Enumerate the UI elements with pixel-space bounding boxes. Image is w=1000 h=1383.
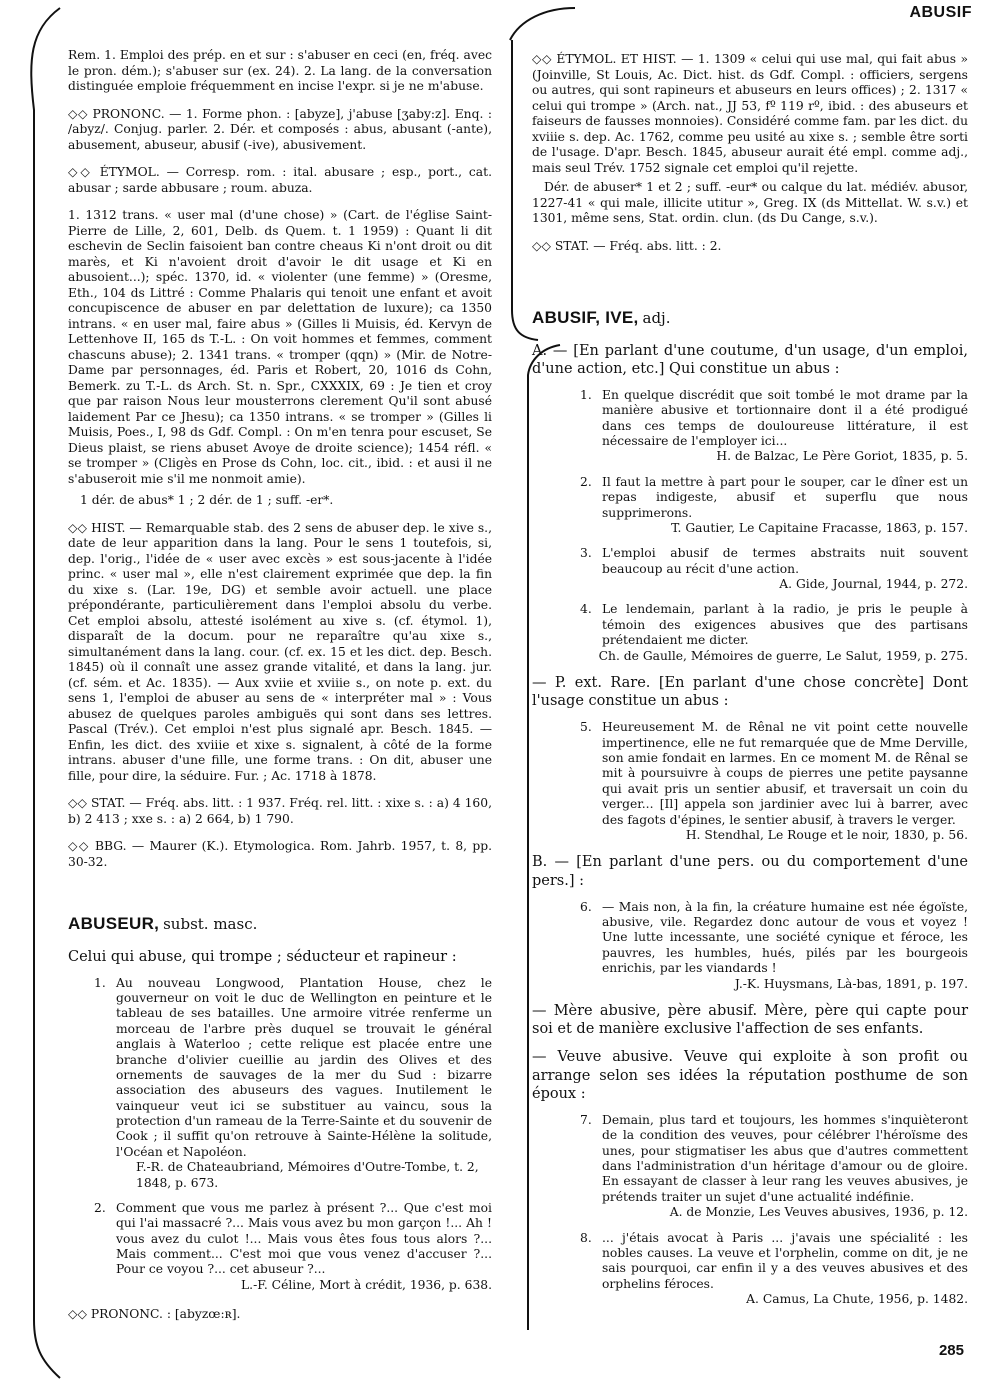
citation [582,475,968,537]
running-head: ABUSIF [909,4,972,21]
citation [96,1201,492,1293]
citation [582,1231,968,1308]
abusif-entry-header [532,310,968,328]
citation-text: Au nouveau Longwood, Plantation House, chez le gouverneur on voit le duc de Wellington en peinture et le tableau de ses batailles. Une armoire vitrée renferme un morceau de l'arbre près duquel se trouvait le général anglais à Waterloo ; cette relique est placée entre une branche d'olivier cueillie au jardin des Olives et des ornements de sauvages de la mer du Sud : bizarre association des abuseurs des vagues. Inutilement le vainqueur veut ici se substituer au vaincu, sous la protection d'un rameau de la Terre-Sainte et du souvenir de Cook ; il suffit qu'on retrouve à Sainte-Hélène la solitude, l'Océan et Napoléon. [116,975,492,1159]
citation [582,388,968,465]
sense-b-definition: B. — [En parlant d'une pers. ou du comportement d'une pers.] : [532,854,968,889]
citation-number: 8. [580,1230,592,1245]
citation-source: Ch. de Gaulle, Mémoires de guerre, Le Salut, 1959, p. 275. [598,648,968,663]
citation-text: Il faut la mettre à part pour le souper, car le dîner est un repas indigeste, abusif et superflu que nous supprimerons. [602,474,968,520]
citation-number: 1. [94,975,106,990]
hist-paragraph: ◇◇ HIST. — Remarquable stab. des 2 sens de abuser dep. le xive s., date de leur apparition dans la lang. Pour le sens 1 toutefois, si, dep. l'orig., l'idée de « user avec excès » est sous-jacente à l'idée princ. « user mal », elle n'est clairement exprimée que dep. la fin du xixe s. (Lar. 19e, DG) et semble avoir actuell. une place prépondérante, particulièrement dans l'emploi absolu du verbe. Cet emploi absolu, attesté isolément au xive s. (cf. étymol. 1), disparaît de la docum. pour ne reparaître qu'au xixe s., simultanément dans la lang. cour. (cf. ex. 15 et les dict. dep. Besch. 1845) où il connaît une assez grande vitalité, et dans la lang. jur. (cf. sém. et Ac. 1835). — Aux xviie et xviiie s., on note p. ext. du sens 1, l'emploi de abuser au sens de « interpréter mal » : Vous abusez de quelques paroles ambiguës qui sont dans ses lettres. Pascal (Trév.). Cet emploi n'est plus signalé apr. Besch. 1845. — Enfin, les dict. des xviiie et xixe s. signalent, à côté de la forme intrans. abuser d'une fille, une forme trans. : On dit, abuser une fille, pour dire, la séduire. Fur. ; Ac. 1718 à 1878. [68,520,492,783]
abuseur-definition: Celui qui abuse, qui trompe ; séducteur et rapineur : [68,948,457,965]
etymol-sense-1: 1. 1312 trans. « user mal (d'une chose) » (Cart. de l'église Saint-Pierre de Lille, 2, 601, Delb. ds Quem. t. 1 1959) : Quant li dit eschevin de Seclin faisoient ban contre cheaus Ki n'ont droit ou dit marès, et Ki n'avoient droit d'avoir le dit usage et Ki en abusoient...); spéc. 1370, id. « violenter (une femme) » (Oresme, Eth., 104 ds Littré : Comme Phalaris qui tenoit une enfant et avoit concupiscence de abuser en par delettation de luxure); ca 1350 intrans. « en user mal, faire abus » (Gilles li Muisis, éd. Kervyn de Lettenhove II, 165 ds T.-L. : On voit hommes et femmes, comment chascuns abuse); 2. 1341 trans. « tromper (qqn) » (Mir. de Notre-Dame par personnages, éd. Paris et Robert, 20, 1016 ds Cohn, Bemerk. zu T.-L. ds Arch. St. n. Spr., CXXXIX, 69 : Je tien et croy que par raison Nous leur mousterrons clerement Qu'il sont abusé laidement Par ce Jhesu); ca 1350 intrans. « se tromper » (Gilles li Muisis, Poes., I, 98 ds Gdf. Compl. : On m'en tenra pour escuset, Se Dieus plaist, se riens abuset Avoye de droite science); 1454 réfl. « se tromper » (Cligès en Prose ds Cohn, loc. cit., ibid. : et ausi il ne s'abuseroit mie s'il me nonmoit amie). [68,208,492,486]
citation-source: H. Stendhal, Le Rouge et le noir, 1830, p. 56. [685,827,968,842]
prononc-paragraph: ◇◇ PRONONC. — 1. Forme phon. : [abyze], j'abuse [ʒaby:z]. Enq. : /abyz/. Conjug. parler. 2. Dér. et composés : abus, abusant (-ante), abusement, abuseur, abusif (-ive), abusivement. [68,106,492,152]
citation [96,976,492,1191]
citation-number: 5. [580,720,592,735]
citation-text: — Mais non, à la fin, la créature humaine est née égoïste, abusive, vile. Regardez donc autour de vous et voyez ! Une lutte incessante, une société cynique et féroce, les pauvres, les humbles, hués, pilés par les bourgeois enrichis, par les viandards ! [602,899,968,976]
citation-text: Le lendemain, parlant à la radio, je pris le peuple à témoin des exigences abusives que des partisans prétendaient me dicter. [602,602,968,648]
citation-source: L.-F. Céline, Mort à crédit, 1936, p. 638. [241,1277,492,1292]
etymol-hist-paragraph: ◇◇ ÉTYMOL. ET HIST. — 1. 1309 « celui qui use mal, qui fait abus » (Joinville, St Louis, Ac. Dict. hist. ds Gdf. Compl. : officiers, sergens ou autres, qui sont rapineurs et abuseurs en leurs offices) ; 2. 1317 « celui qui trompe » (Arch. nat., JJ 53, fº 119 rº, ibid. : des abuseurs et faiseurs de fausses monnoies). Considéré comme fam. par les dict. du xviiie s. dep. Ac. 1762, comme peu usité au xixe s. ; semble être sorti de l'usage. D'apr. Besch. 1845, abuseur aurait été empl. comme adj., mais seul Trév. 1752 signale cet emploi qu'il rejette. [532,52,968,175]
citation-number: 4. [580,602,592,617]
derivation-paragraph: Dér. de abuser* 1 et 2 ; suff. -eur* ou calque du lat. médiév. abusor, 1227-41 « qui male, illicite utitur », Greg. IX (ds Mittellat. W. s.v.) et 1301, même sens, Stat. ordin. clun. (ds Du Cange, s.v.). [532,180,968,225]
etymol-derivation: 1 dér. de abus* 1 ; 2 dér. de 1 ; suff. -er*. [80,493,334,507]
citation-number: 6. [580,899,592,914]
mere-abusive-definition: — Mère abusive, père abusif. Mère, père qui capte pour soi et de manière exclusive l'affection de ses enfants. [532,1002,968,1038]
left-margin-bracket [31,8,60,1378]
citation [582,546,968,592]
citation-number: 3. [580,546,592,561]
citation-number: 2. [94,1200,106,1215]
right-column [532,52,968,1317]
citation-text: ... j'étais avocat à Paris ... j'avais une spécialité : les nobles causes. La veuve et l'orphelin, comme on dit, je ne sais pourquoi, car enfin il y a des veuves abusives et des orphelins féroces. [602,1230,968,1291]
citation [582,720,968,843]
rem-paragraph: Rem. 1. Emploi des prép. en et sur : s'abuser en ceci (en, fréq. avec le pron. dém.); s'abuser sur (ex. 24). 2. La lang. de la conversation distinguée emploie fréquemment en incise l'expr. si je ne m'abuse. [68,48,492,93]
citation-number: 1. [580,387,592,402]
citation [582,1113,968,1221]
stat-paragraph: ◇◇ STAT. — Fréq. abs. litt. : 2. [532,238,722,253]
citation [582,900,968,992]
citation-source: A. Gide, Journal, 1944, p. 272. [779,577,968,592]
headword-abusif: ABUSIF, IVE, [532,308,639,327]
veuve-abusive-definition: — Veuve abusive. Veuve qui exploite à son profit ou arrange selon ses idées la réputation posthume de son époux : [532,1049,968,1102]
sense-a-definition: A. — [En parlant d'une coutume, d'un usage, d'un emploi, d'une action, etc.] Qui constitue un abus : [532,342,968,377]
citation-source: H. de Balzac, Le Père Goriot, 1835, p. 5. [716,449,968,464]
headword-abuseur: ABUSEUR, [68,914,160,933]
bbg-paragraph: ◇◇ BBG. — Maurer (K.). Etymologica. Rom. Jahrb. 1957, t. 8, pp. 30-32. [68,839,492,869]
citation-text: Demain, plus tard et toujours, les hommes s'inquièteront de la condition des veuves, pour célébrer l'héroïsme des unes, pour stigmatiser les abus que d'autres commettent dans l'administration d'un héritage d'amour ou de gloire. En essayant de classer à leur rang les veuves abusives, je prétends traiter un sujet d'une actualité indéfinie. [602,1112,968,1204]
center-top-bracket [510,8,575,40]
citation-source: A. Camus, La Chute, 1956, p. 1482. [746,1292,968,1307]
citation-number: 2. [580,474,592,489]
abuseur-category: subst. masc. [163,915,258,933]
citation-text: Heureusement M. de Rênal ne vit point cette nouvelle impertinence, elle ne fut remarquée que de Mme Derville, son amie fondait en larmes. En ce moment M. de Rênal se mit à poursuivre à coups de pierres une petite paysanne qui avait pris un sentier abusif, et traversait un coin du verger... [Il] appela son jardinier avec lui à barrer, avec des fagots d'épines, le sentier abusif, à travers le verger. [602,720,968,827]
page-number: 285 [938,1342,964,1359]
abuseur-prononc: ◇◇ PRONONC. : [abyzœ:ʀ]. [68,1307,241,1322]
citation [582,602,968,664]
stat-paragraph: ◇◇ STAT. — Fréq. abs. litt. : 1 937. Fréq. rel. litt. : xixe s. : a) 4 160, b) 2 413 ; xxe s. : a) 2 664, b) 1 790. [68,796,492,826]
citation-number: 7. [580,1112,592,1127]
citation-source: J.-K. Huysmans, Là-bas, 1891, p. 197. [734,976,968,991]
citation-text: Comment que vous me parlez à présent ?... Que c'est moi qui l'ai massacré ?... Mais vous avez bu mon garçon !... Ah ! vous avez du culot !... Mais vous êtes fous tous alors ?... Mais comment... C'est moi que vous venez d'accuser ?... Pour ce voyou ?... cet abuseur ?... [116,1200,492,1277]
pext-definition: — P. ext. Rare. [En parlant d'une chose concrète] Dont l'usage constitue un abus : [532,674,968,710]
citation-source: T. Gautier, Le Capitaine Fracasse, 1863, p. 157. [671,520,968,535]
citation-text: L'emploi abusif de termes abstraits nuit souvent beaucoup au récit d'une action. [602,546,968,576]
left-column [68,48,492,1335]
citation-source: A. de Monzie, Les Veuves abusives, 1936, p. 12. [669,1205,968,1220]
abuseur-entry-header [68,916,492,934]
citation-text: En quelque discrédit que soit tombé le mot drame par la manière abusive et tortionnaire dont il a été prodigué dans ces temps de douloureuse littérature, il est nécessaire de l'employer ici... [602,387,968,449]
abusif-category: adj. [642,309,671,327]
citation-source: F.-R. de Chateaubriand, Mémoires d'Outre-Tombe, t. 2, 1848, p. 673. [136,1160,479,1190]
etymol-paragraph: ◇◇ ÉTYMOL. — Corresp. rom. : ital. abusare ; esp., port., cat. abusar ; sarde abbusare ; roum. abuza. [68,165,492,195]
